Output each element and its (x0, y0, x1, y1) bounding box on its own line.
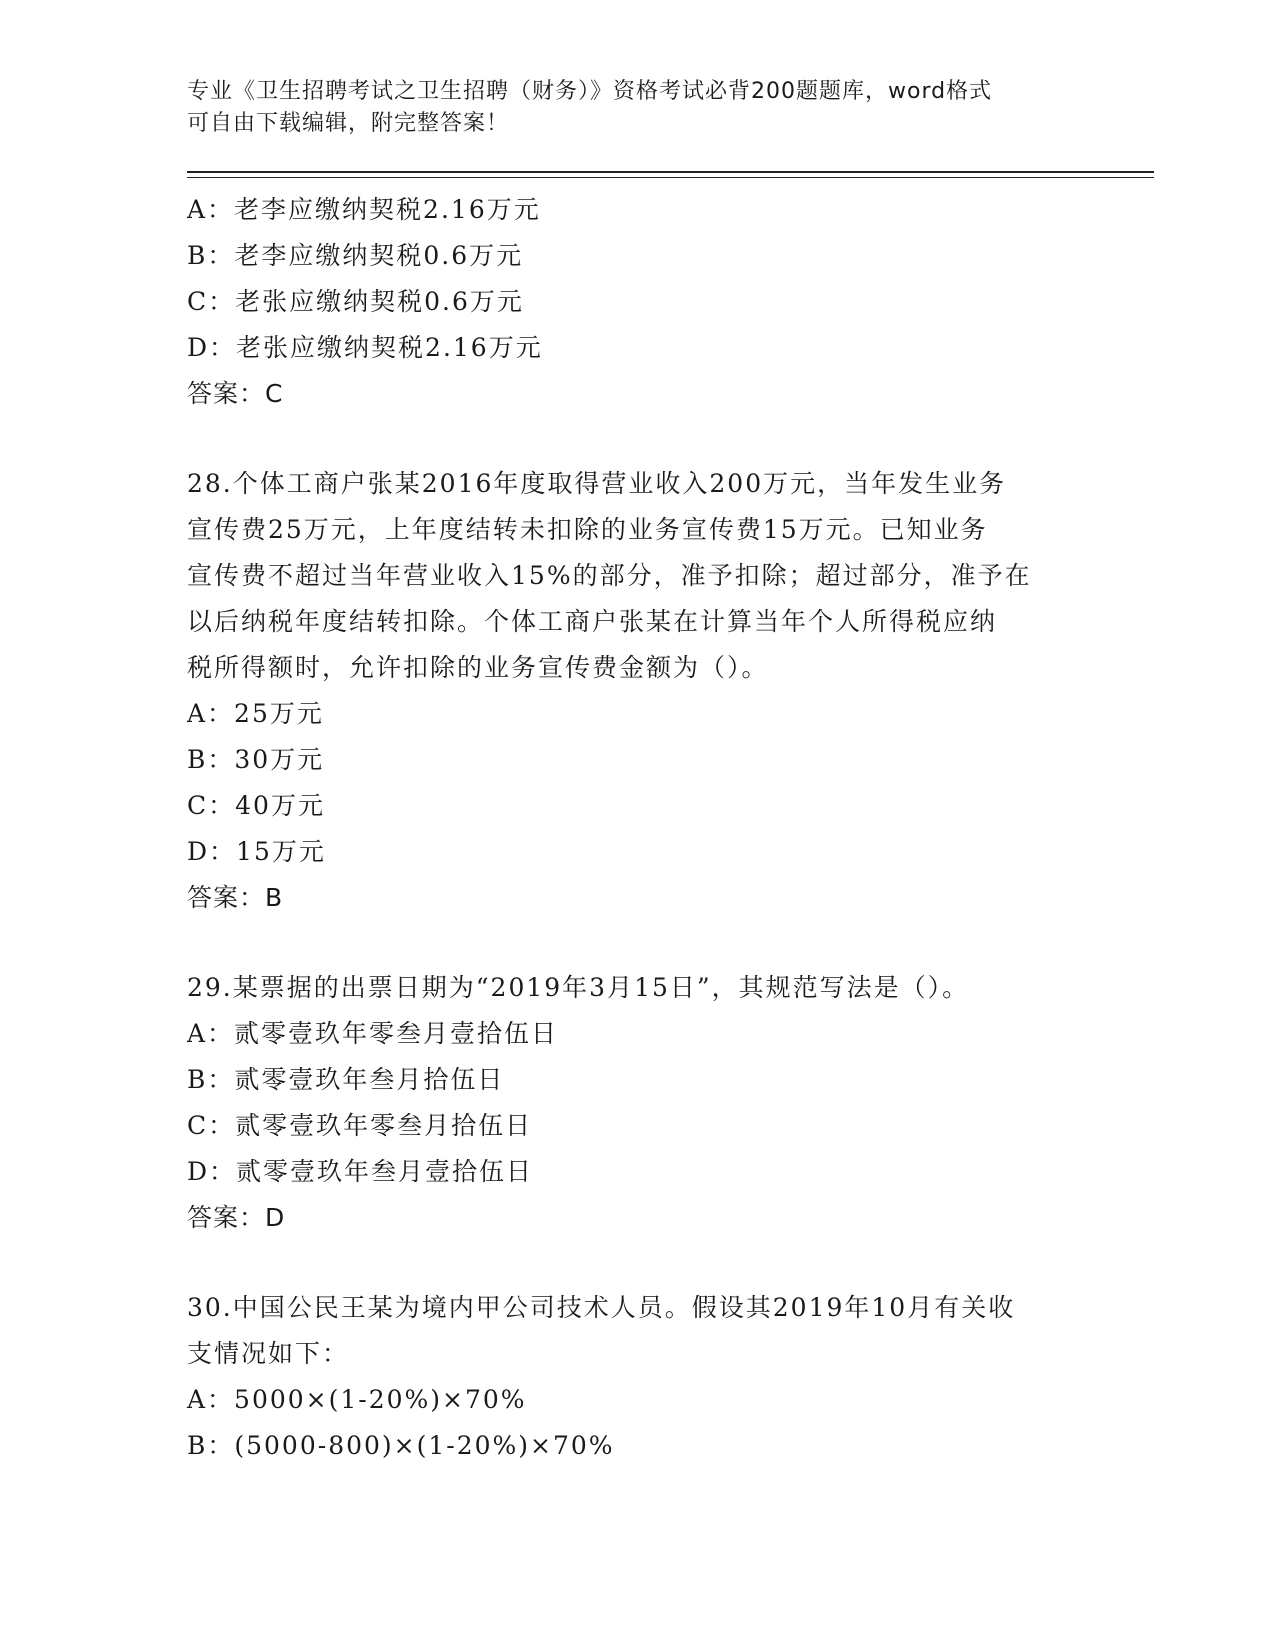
question-text-line: 宣传费不超过当年营业收入15%的部分，准予扣除；超过部分，准予在 (187, 561, 1032, 590)
option-c: C：贰零壹玖年零叁月拾伍日 (187, 1111, 533, 1140)
option-d: D：老张应缴纳契税2.16万元 (187, 333, 543, 362)
question-text-line: 28.个体工商户张某2016年度取得营业收入200万元，当年发生业务 (187, 469, 1007, 498)
option-b: B：(5000-800)×(1-20%)×70% (187, 1431, 615, 1460)
option-d: D：贰零壹玖年叁月壹拾伍日 (187, 1157, 534, 1186)
question-27 (187, 187, 1087, 417)
option-b: B：老李应缴纳契税0.6万元 (187, 241, 524, 270)
option-c: C：40万元 (187, 791, 325, 820)
answer: 答案：D (187, 1203, 286, 1232)
option-d: D：15万元 (187, 837, 326, 866)
option-a: A：贰零壹玖年零叁月壹拾伍日 (187, 1019, 559, 1048)
option-a: A：25万元 (187, 699, 324, 728)
header-rule-thick (187, 171, 1154, 173)
header-line-1: 专业《卫生招聘考试之卫生招聘（财务）》资格考试必背200题题库，word格式 (187, 79, 993, 104)
question-text-line: 29.某票据的出票日期为“2019年3月15日”，其规范写法是（）。 (187, 973, 970, 1002)
question-29 (187, 965, 1087, 1241)
header-line-2: 可自由下载编辑，附完整答案！ (187, 111, 510, 136)
question-content (187, 187, 1087, 1469)
option-b: B：贰零壹玖年叁月拾伍日 (187, 1065, 505, 1094)
header-rule-thin (187, 177, 1154, 178)
question-28 (187, 461, 1087, 921)
option-b: B：30万元 (187, 745, 325, 774)
question-text-line: 宣传费25万元，上年度结转未扣除的业务宣传费15万元。已知业务 (187, 515, 988, 544)
answer: 答案：B (187, 883, 284, 912)
document-header (187, 76, 1087, 140)
question-30 (187, 1285, 1087, 1469)
answer: 答案：C (187, 379, 284, 408)
question-text-line: 税所得额时，允许扣除的业务宣传费金额为（）。 (187, 653, 769, 682)
option-c: C：老张应缴纳契税0.6万元 (187, 287, 524, 316)
question-text-line: 支情况如下： (187, 1339, 350, 1368)
question-text-line: 以后纳税年度结转扣除。个体工商户张某在计算当年个人所得税应纳 (187, 607, 998, 636)
option-a: A：老李应缴纳契税2.16万元 (187, 195, 541, 224)
option-a: A：5000×(1-20%)×70% (187, 1385, 527, 1414)
question-text-line: 30.中国公民王某为境内甲公司技术人员。假设其2019年10月有关收 (187, 1293, 1016, 1322)
